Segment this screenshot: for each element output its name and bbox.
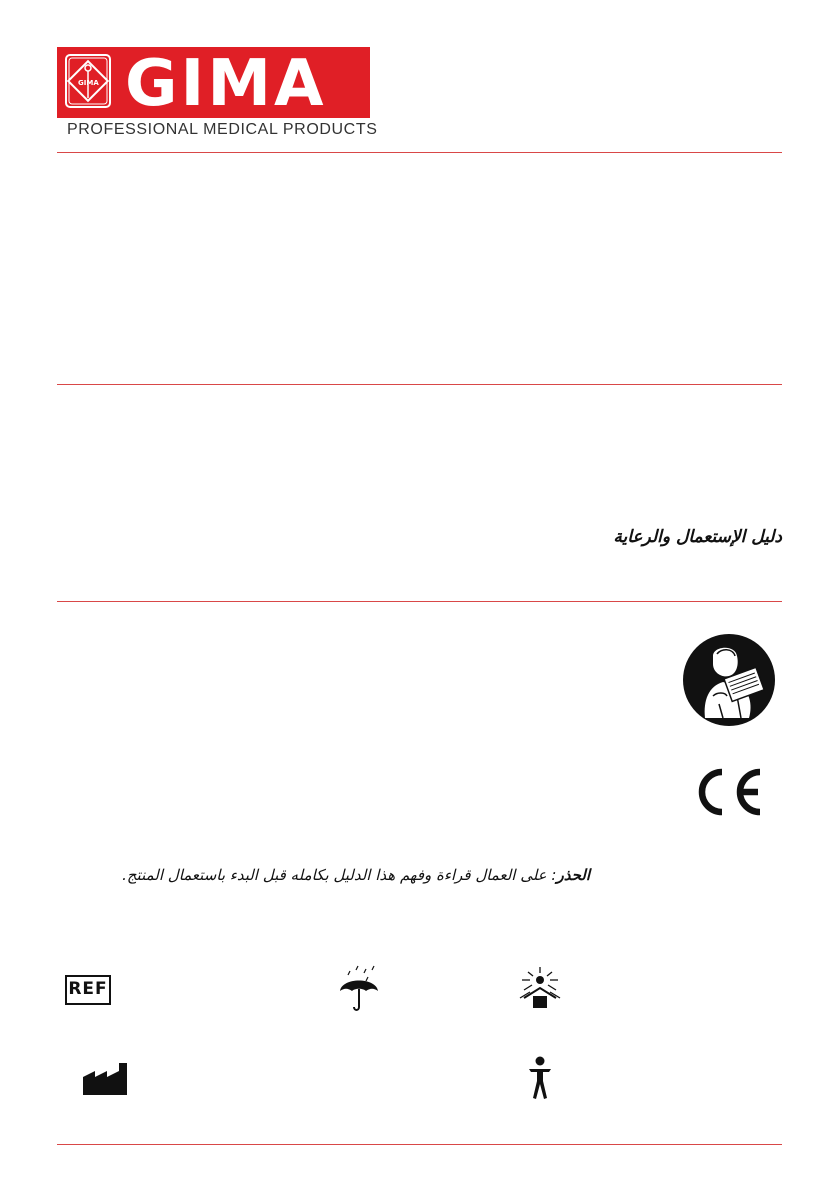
umbrella-icon (336, 963, 382, 1013)
warning-body: : على العمال قراءة وفهم هذا الدليل بكامله قبل البدء باستعمال المنتج. (122, 866, 557, 884)
read-manual-icon (683, 634, 775, 726)
divider-3 (57, 601, 782, 602)
sunlight-icon (514, 966, 566, 1012)
warning-label: الحذر (556, 866, 590, 884)
ref-symbol: REF (65, 975, 111, 1005)
emblem-text: GIMA (78, 79, 99, 87)
person-icon (527, 1056, 553, 1100)
manual-title: دليل الإستعمال والرعاية (613, 527, 782, 547)
divider-2 (57, 384, 782, 385)
divider-1 (57, 152, 782, 153)
ce-mark-label: CE (692, 766, 694, 767)
brand-tagline: PROFESSIONAL MEDICAL PRODUCTS (67, 121, 378, 138)
gima-emblem-icon (65, 54, 111, 108)
ce-mark-icon (692, 766, 766, 818)
factory-icon (81, 1063, 129, 1095)
divider-4 (57, 1144, 782, 1145)
logo-red-banner (57, 47, 370, 121)
warning-text (122, 866, 590, 884)
gima-logo (57, 47, 378, 141)
brand-wordmark: GIMA (125, 47, 327, 121)
